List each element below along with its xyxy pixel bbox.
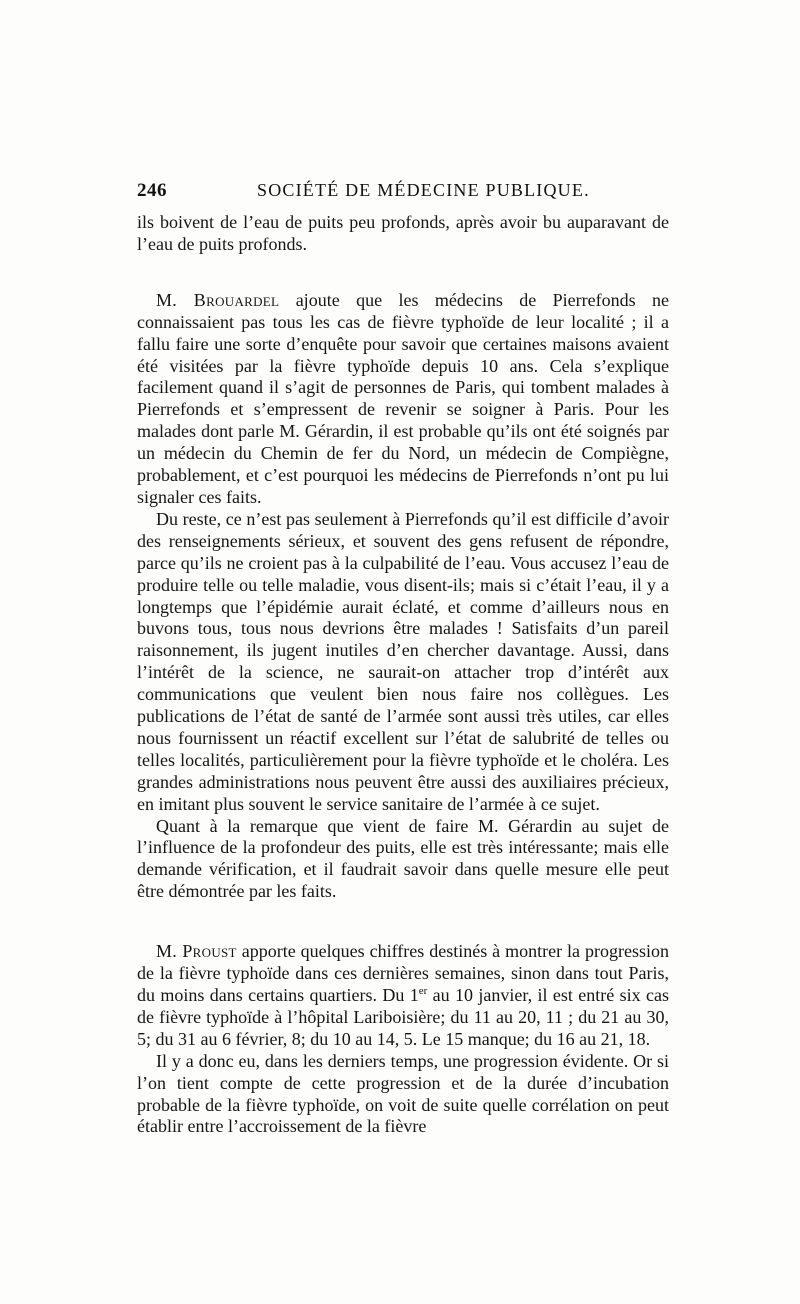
body-text [137,212,669,1138]
paragraph-progression [137,1051,669,1139]
speaker-name: M. Brouardel [156,289,280,310]
ordinal-superscript: er [418,985,428,997]
page-header-title: SOCIÉTÉ DE MÉDECINE PUBLIQUE. [257,180,590,200]
paragraph-text: ajoute que les médecins de Pierrefonds ne connaissaient pas tous les cas de fièvre typhoïde de leur localité ; il a fallu faire une sorte d’enquête pour savoir que certaines maisons avaient été visitées par la fièvre typhoïde depuis 10 ans. Cela s’explique facilement quand il s’agit de personnes de Paris, qui tombent malades à Pierrefonds et s’empressent de revenir se soigner à Paris. Pour les malades dont parle M. Gérardin, il est probable qu’ils ont été soignés par un médecin du Chemin de fer du Nord, un médecin de Compiègne, probablement, et c’est pourquoi les médecins de Pierrefonds n’ont pu lui signaler ces faits. [137,289,669,507]
speaker-name: M. Proust [156,941,237,962]
section-gap [137,256,669,290]
paragraph-quant [137,816,669,904]
page-number: 246 [137,180,167,201]
paragraph-brouardel [137,290,669,509]
section-gap [137,903,669,941]
running-head [137,180,669,206]
paragraph-du-reste [137,509,669,816]
paragraph-text: Il y a donc eu, dans les derniers temps, une progression évidente. Or si l’on tient compte de cette progression et de la durée d’incubation probable de la fièvre typhoïde, on voit de suite quelle corrélation on peut établir entre l’accroissement de la fièvre [137,1050,669,1137]
paragraph-text: Du reste, ce n’est pas seulement à Pierrefonds qu’il est difficile d’avoir des renseignements sérieux, et souvent des gens refusent de répondre, parce qu’ils ne croient pas à la culpabilité de l’eau. Vous accusez l’eau de produire telle ou telle maladie, vous disent-ils; mais si c’était l’eau, il y a longtemps que l’épidémie aurait éclaté, et comme d’ailleurs nous en buvons tous, tous nous devrions être malades ! Satisfaits d’un pareil raisonnement, ils jugent inutiles d’en chercher davantage. Aussi, dans l’intérêt de la science, ne saurait-on attacher trop d’intérêt aux communications que veulent bien nous faire nos collègues. Les publications de l’état de santé de l’armée sont aussi très utiles, car elles nous fournissent un réactif excellent sur l’état de salubrité de telles ou telles localités, particulièrement pour la fièvre typhoïde et le choléra. Les grandes administrations nous peuvent être aussi des auxiliaires précieux, en imitant plus souvent le service sanitaire de l’armée à ce sujet. [137,508,669,814]
paragraph-text: ils boivent de l’eau de puits peu profonds, après avoir bu auparavant de l’eau de puits profonds. [137,212,669,254]
paragraph-text: apporte quelques chiffres destinés à montrer la progression de la fièvre typhoïde dans ces dernières semaines, sinon dans tout Paris, du moins dans certains quartiers. Du 1 [137,941,669,1005]
paragraph-proust [137,941,669,1051]
paragraph-text: au 10 janvier, il est entré six cas de fièvre typhoïde à l’hôpital Lariboisière; du 11 au 20, 11 ; du 21 au 30, 5; du 31 au 6 février, 8; du 10 au 14, 5. Le 15 manque; du 16 au 21, 18. [137,985,669,1049]
paragraph-continuation [137,212,669,256]
paragraph-text: Quant à la remarque que vient de faire M. Gérardin au sujet de l’influence de la profondeur des puits, elle est très intéressante; mais elle demande vérification, et il faudrait savoir dans quelle mesure elle peut être démontrée par les faits. [137,815,669,902]
